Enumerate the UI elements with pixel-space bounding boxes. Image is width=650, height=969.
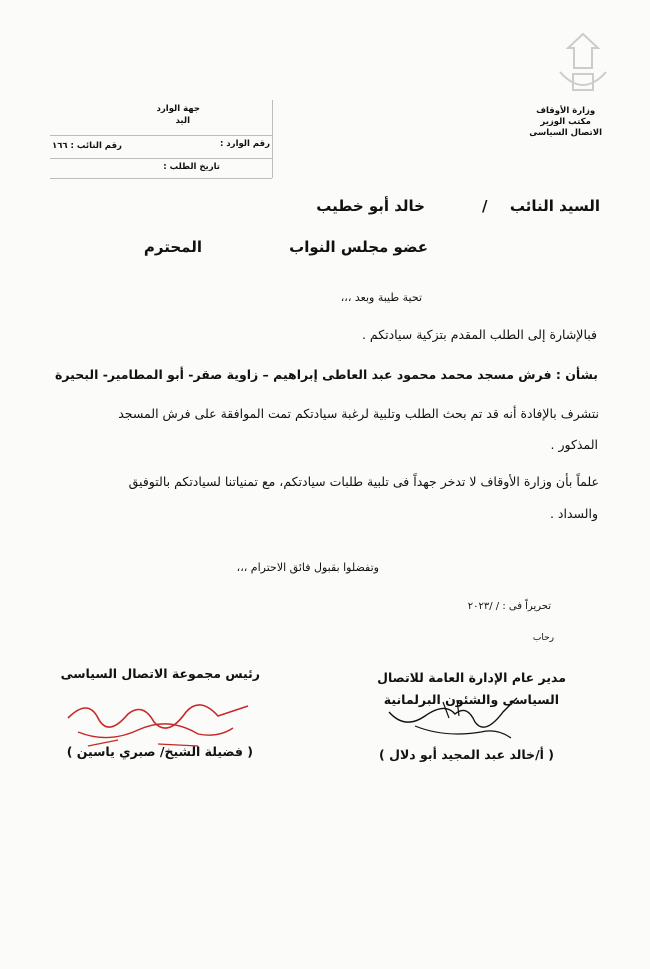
right-signatory-title-1: مدير عام الإدارة العامة للاتصال [377,670,566,685]
signature-right-icon [385,692,525,744]
divider [50,178,272,179]
department-name: الاتصال السياسى [529,128,602,138]
deputy-number: رقم النائب : ١٦٦ [52,141,122,151]
ministry-name: وزارة الأوقاف [536,106,596,116]
request-date: تاريخ الطلب : [163,162,220,172]
addressee-honorific: المحترم [143,238,202,256]
paragraph-2-line-1: علماً بأن وزارة الأوقاف لا تدخر جهداً فى تلبية طلبات سيادتكم، مع تمنياتنا لسيادتكم بالتوفيق [128,474,599,489]
addressee-slash: / [482,197,488,215]
paragraph-1-line-1: نتشرف بالإفادة أنه قد تم بحث الطلب وتلبية لرغبة سيادتكم تمت الموافقة على فرش المسجد [118,406,599,421]
addressee-title: السيد النائب [509,197,600,215]
incoming-box [50,100,272,178]
divider [50,135,272,136]
incoming-number: رقم الوارد : [219,139,270,149]
minister-office: مكتب الوزير [540,117,591,127]
signature-left-icon [58,688,258,758]
paragraph-1-line-2: المذكور . [550,437,598,452]
right-signatory-title-2: السياسى والشئون البرلمانية [383,692,559,707]
paragraph-2-line-2: والسداد . [549,506,598,521]
divider [272,100,273,178]
ministry-header [529,106,602,139]
incoming-title: جهة الوارد [156,104,200,114]
issue-date: تحريراً فى : / /٢٠٢٣ [467,601,551,612]
divider [50,158,272,159]
greeting: تحية طيبة وبعد ،،، [340,291,422,304]
subject-line: بشأن : فرش مسجد محمد محمود عبد العاطى إبراهيم – زاوية صقر- أبو المطامير- البحيرة [55,367,598,382]
addressee-name: خالد أبو خطيب [316,197,425,215]
incoming-subtitle: اليد [175,116,190,126]
left-signatory-name: ( فضيلة الشيخ/ صبري ياسين ) [66,744,253,759]
typist-initials: رحاب [532,633,554,643]
reference-line: فبالإشارة إلى الطلب المقدم بتزكية سيادتكم . [361,327,597,342]
ministry-emblem-icon [548,28,618,104]
right-signatory-name: ( أ/خالد عبد المجيد أبو دلال ) [379,747,554,762]
closing-line: وتفضلوا بقبول فائق الاحترام ،،، [236,561,379,574]
addressee-role: عضو مجلس النواب [289,238,428,256]
left-signatory-title: رئيس مجموعة الاتصال السياسى [60,666,260,681]
